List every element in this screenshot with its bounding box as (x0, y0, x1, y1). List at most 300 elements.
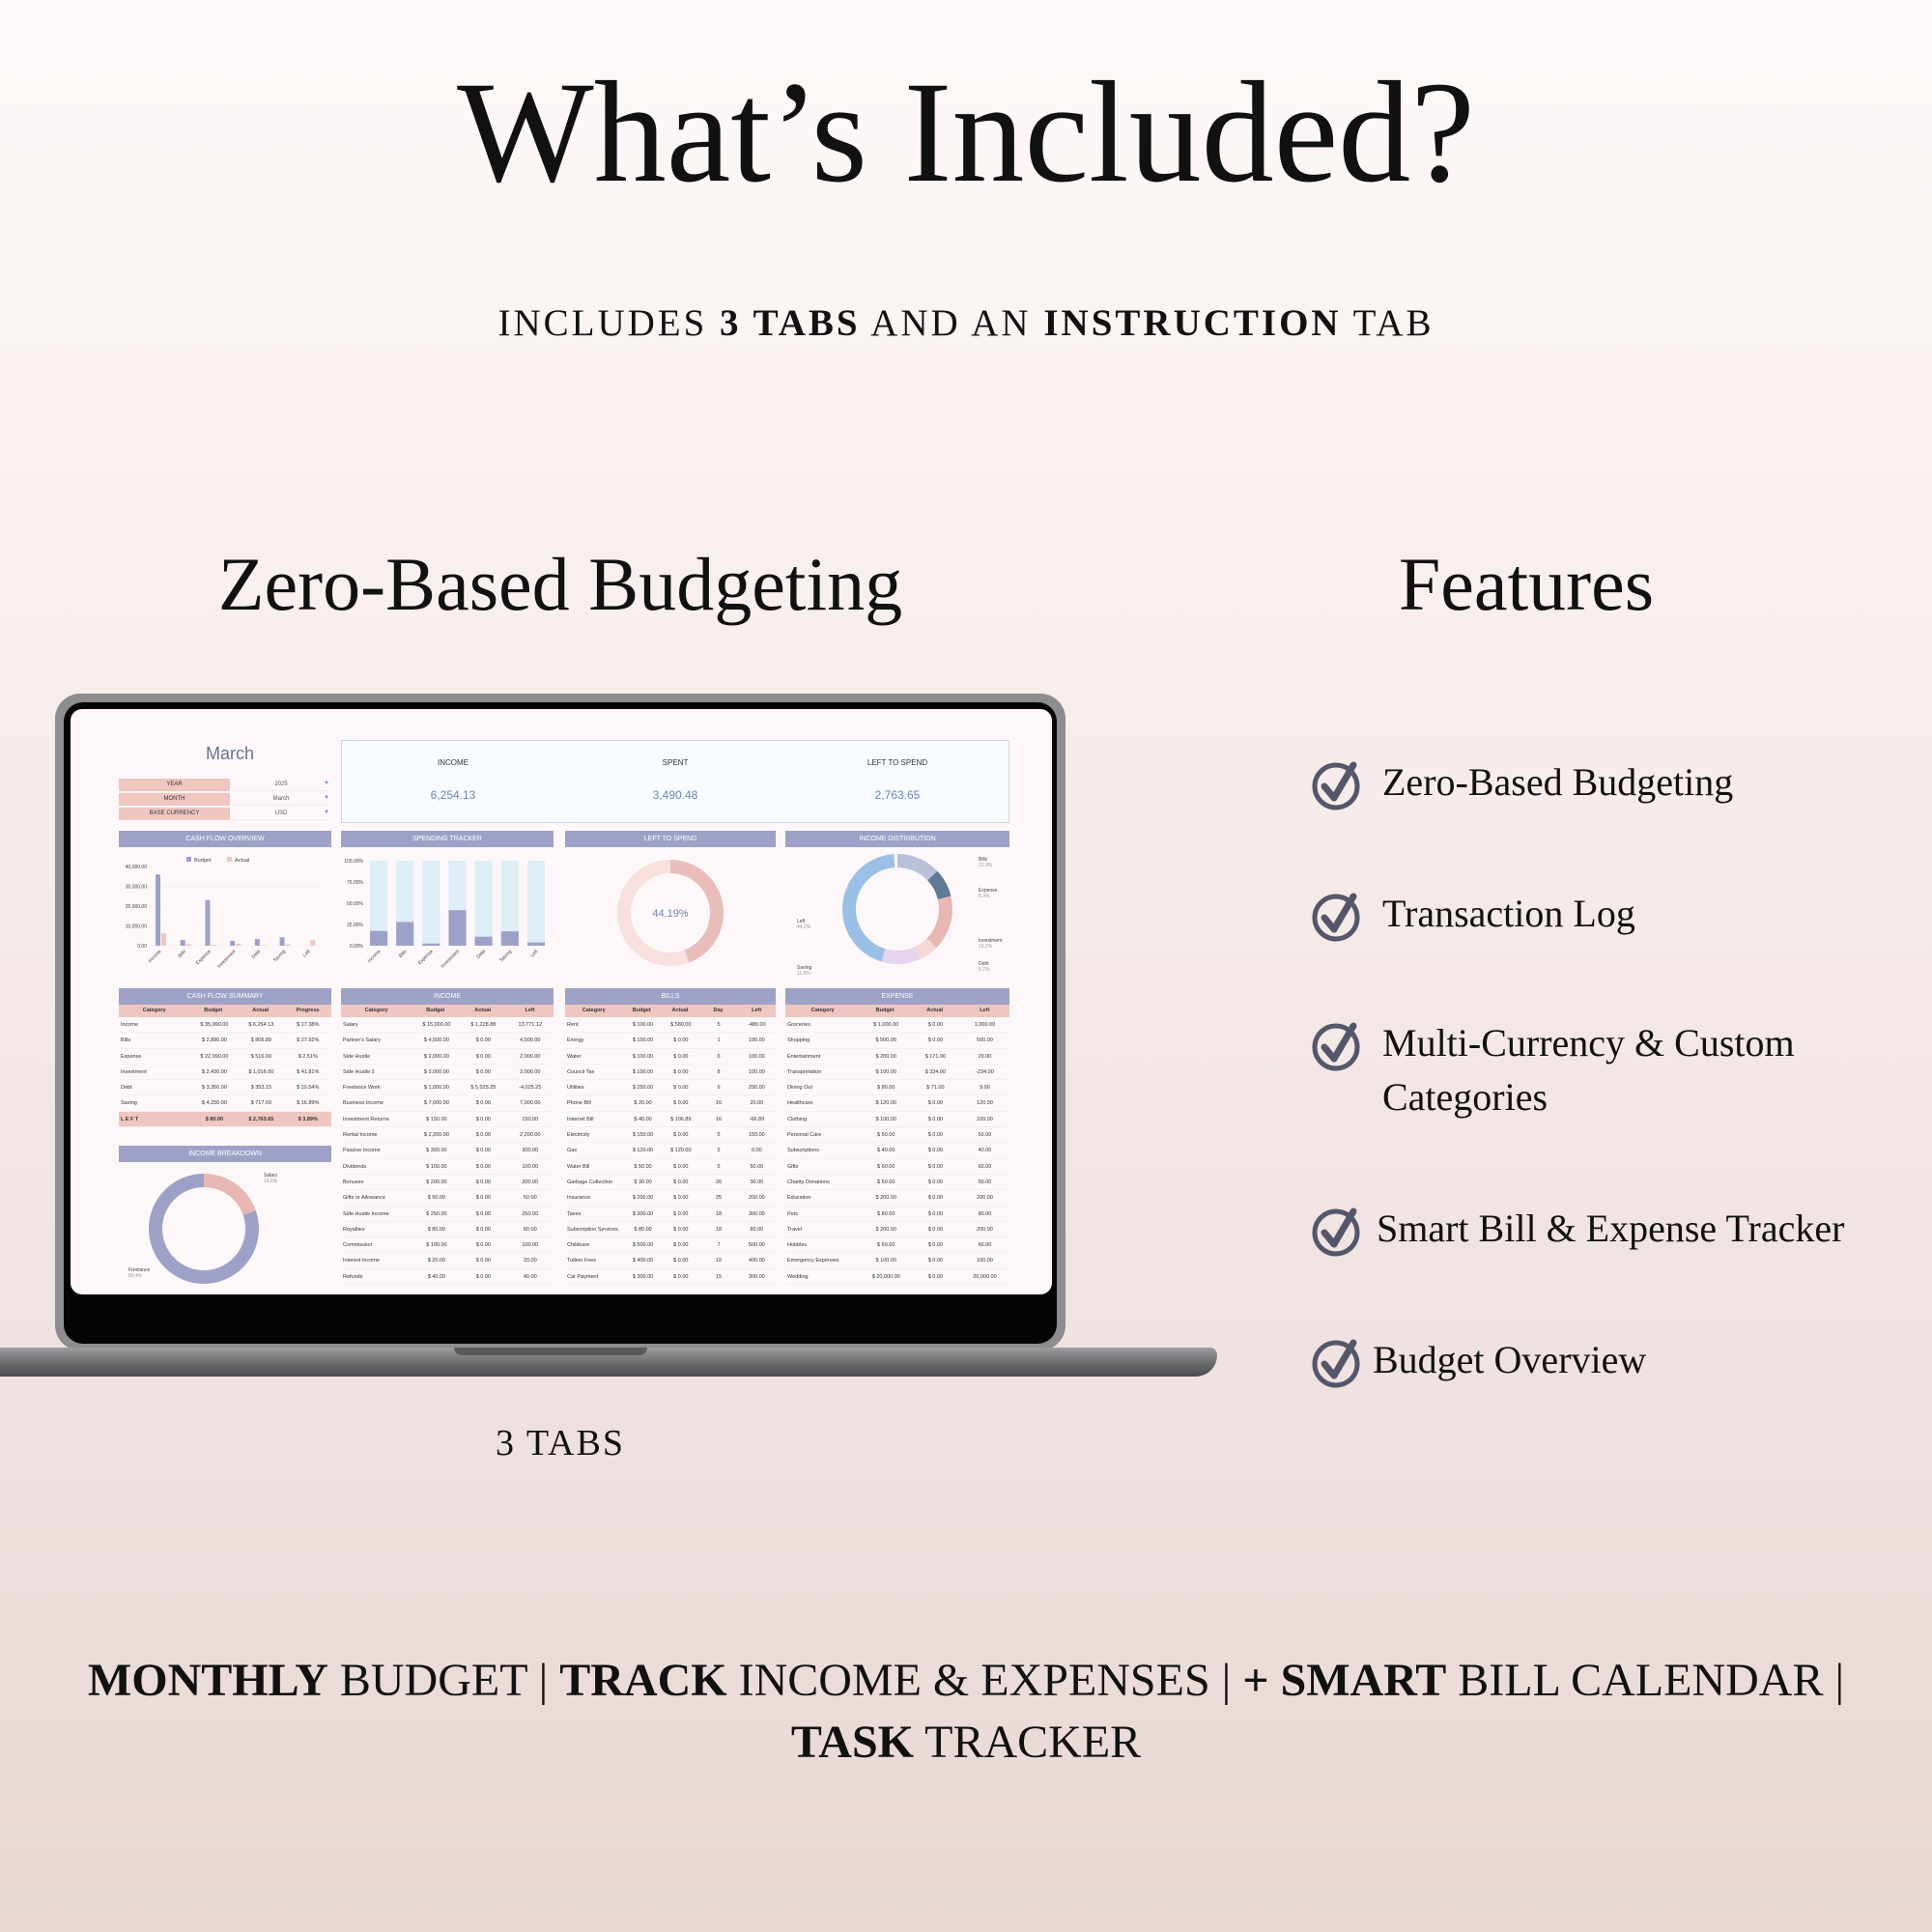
table-cell: 80.00 (750, 1226, 764, 1233)
table-cell: 80.00 (523, 1226, 537, 1233)
table-cell: $ 3,350.00 (201, 1085, 227, 1092)
table-cell: $ 10.54% (297, 1085, 320, 1092)
bar-actual (236, 944, 241, 946)
table-cell: $ 0.00 (927, 1210, 943, 1217)
table-cell: Saving (121, 1100, 137, 1107)
banner-bold: TASK (790, 1717, 914, 1768)
check-circle-icon (1309, 1204, 1363, 1258)
column-header: Actual (474, 1008, 492, 1013)
donut-label-pct: 19.6% (264, 1179, 278, 1184)
table-cell: $ 150.00 (426, 1116, 447, 1122)
table-cell: 5 (717, 1148, 721, 1154)
donut-label-pct: 12.9% (979, 863, 993, 868)
table-row (565, 1237, 776, 1253)
column-header: Category (810, 1008, 835, 1013)
table-cell: $ 0.00 (673, 1068, 689, 1075)
table-cell: Insurance (567, 1195, 591, 1202)
table-cell: Charity Donations (787, 1179, 830, 1185)
kpi-label: INCOME (438, 758, 469, 767)
laptop-notch (454, 1348, 647, 1355)
bar-progress (370, 931, 387, 946)
features-heading: Features (1398, 542, 1655, 626)
income-distribution-donut (785, 849, 1009, 984)
table-cell: 5 (717, 1022, 721, 1028)
bottom-banner (39, 1650, 1893, 1774)
table-row (119, 1065, 331, 1080)
table-cell: $ 0.00 (927, 1179, 943, 1185)
table-row (341, 1237, 554, 1253)
donut-label: Left (797, 919, 806, 924)
left-to-spend-header: LEFT TO SPEND (565, 831, 776, 847)
month-select[interactable]: March (233, 793, 329, 806)
table-cell: $ 100.00 (632, 1068, 654, 1075)
x-tick-label: Saving (271, 949, 287, 964)
column-header: Category (142, 1008, 166, 1013)
table-cell: Groceries (787, 1022, 810, 1028)
bar-background (422, 861, 440, 946)
donut-label-pct: 5.7% (979, 967, 990, 973)
subtitle-instruction: INSTRUCTION (1043, 302, 1342, 344)
table-cell: $ 3,000.00 (423, 1068, 449, 1075)
y-tick-label: 50.00% (347, 901, 363, 907)
table-cell: $ 16.89% (297, 1100, 320, 1107)
table-cell: Gas (567, 1148, 578, 1154)
table-row (119, 1049, 331, 1065)
table-cell: $ 0.00 (927, 1273, 943, 1280)
cash-flow-overview-header: CASH FLOW OVERVIEW (119, 831, 331, 847)
cash-flow-summary-header: CASH FLOW SUMMARY (119, 988, 331, 1005)
table-cell: $ 6,254.13 (248, 1022, 274, 1028)
y-tick-label: 100.00% (344, 859, 363, 865)
kpi-label: SPENT (662, 758, 689, 767)
table-cell: 10 (716, 1258, 723, 1264)
table-cell: Interest Income (343, 1258, 380, 1264)
table-cell: 60.00 (978, 1242, 992, 1249)
table-cell: Emergency Expenses (787, 1258, 839, 1264)
table-cell: $ 40.00 (634, 1116, 652, 1122)
table-cell: $ 50.00 (634, 1163, 652, 1170)
table-cell: Dividends (343, 1163, 367, 1170)
legend-label: Actual (235, 858, 250, 864)
table-cell: 1 (717, 1037, 721, 1044)
table-row (785, 1222, 1009, 1237)
donut-label-pct: 44.2% (797, 924, 811, 930)
table-cell: $ 80.00 (205, 1116, 224, 1122)
table-cell: Rent (567, 1022, 579, 1028)
table-cell: $ 80.00 (877, 1210, 895, 1217)
bar-budget (230, 941, 235, 946)
y-tick-label: 20,000.00 (125, 904, 147, 910)
table-cell: $ 353.15 (250, 1085, 272, 1092)
income-breakdown-header: INCOME BREAKDOWN (119, 1146, 331, 1162)
table-row (119, 1080, 331, 1095)
column-header: Day (713, 1008, 724, 1013)
table-cell: $ 0.00 (673, 1258, 689, 1264)
chevron-down-icon[interactable]: ▼ (324, 795, 329, 801)
bar-progress (396, 922, 413, 946)
banner-bold: TRACK (559, 1655, 727, 1706)
x-tick-label: Saving (498, 949, 514, 964)
bar-actual (161, 933, 166, 946)
table-cell: $ 106.89 (670, 1116, 692, 1122)
table-row (341, 1207, 554, 1222)
table-cell: $ 120.00 (632, 1148, 654, 1154)
table-cell: 2,000.00 (520, 1053, 541, 1060)
bills-table (565, 1005, 776, 1285)
table-cell: 100.00 (522, 1242, 539, 1249)
income-distribution-header: INCOME DISTRIBUTION (785, 831, 1009, 847)
table-cell: $ 300.00 (632, 1273, 654, 1280)
table-cell: 16 (716, 1100, 723, 1107)
banner-text: TRACKER (914, 1717, 1142, 1768)
table-row (565, 1095, 776, 1111)
table-cell: $ 200.00 (875, 1195, 896, 1202)
table-row (341, 1222, 554, 1237)
table-row (341, 1049, 554, 1065)
table-row (565, 1049, 776, 1065)
table-cell: $ 4,250.00 (201, 1100, 227, 1107)
spending-tracker-header: SPENDING TRACKER (341, 831, 554, 847)
table-cell: $ 806.89 (250, 1037, 272, 1044)
x-tick-label: Debt (475, 949, 488, 960)
x-tick-label: Expense (416, 949, 435, 967)
donut-label: Salary (264, 1173, 278, 1179)
table-cell: 20.00 (523, 1258, 537, 1264)
feature-item (1309, 1202, 1844, 1258)
table-cell: $ 0.00 (673, 1210, 689, 1217)
table-cell: $ 5,025.25 (470, 1085, 497, 1092)
table-cell: Energy (567, 1037, 584, 1044)
table-cell: 18 (716, 1210, 723, 1217)
table-cell: 150.00 (522, 1116, 539, 1122)
table-cell: 50.00 (978, 1179, 992, 1185)
table-cell: $ 100.00 (426, 1242, 447, 1249)
feature-item (1309, 1333, 1646, 1389)
table-cell: $ 0.00 (673, 1242, 689, 1249)
table-cell: $ 20.00 (634, 1100, 652, 1107)
table-cell: L E F T (121, 1116, 139, 1122)
table-cell: Electricity (567, 1132, 590, 1139)
bar-background (527, 861, 545, 946)
table-cell: $ 4,500.00 (423, 1037, 449, 1044)
table-cell: Dining Out (787, 1085, 812, 1092)
feature-label: Smart Bill & Expense Tracker (1377, 1207, 1845, 1250)
table-row (785, 1159, 1009, 1175)
donut-center-label: 44.19% (652, 908, 689, 920)
table-row (785, 1175, 1009, 1190)
table-cell: 13,771.12 (518, 1022, 542, 1028)
table-cell: $ 120.00 (875, 1100, 896, 1107)
table-cell: $ 0.00 (927, 1100, 943, 1107)
table-cell: Travel (787, 1226, 803, 1233)
feature-label: Zero-Based Budgeting (1382, 760, 1734, 804)
income-table-header: INCOME (341, 988, 554, 1005)
bar-budget (280, 937, 285, 946)
table-cell: $ 100.00 (426, 1163, 447, 1170)
chevron-down-icon[interactable]: ▼ (324, 810, 329, 815)
table-cell: 80.00 (978, 1210, 992, 1217)
table-cell: $ 0.00 (927, 1163, 943, 1170)
table-cell: $ 7,000.00 (423, 1100, 449, 1107)
table-cell: $ 20.00 (427, 1258, 446, 1264)
table-cell: $ 0.00 (475, 1273, 491, 1280)
table-cell: $ 334.00 (924, 1068, 947, 1075)
table-cell: Side Hustle 2 (343, 1068, 375, 1075)
table-cell: $ 0.00 (673, 1053, 689, 1060)
table-cell: Gifts (787, 1163, 799, 1170)
table-row (565, 1143, 776, 1158)
table-cell: Bills (121, 1037, 131, 1044)
table-cell: 20.00 (750, 1100, 764, 1107)
table-cell: $ 0.00 (927, 1132, 943, 1139)
table-row (565, 1080, 776, 1095)
table-cell: Investment (121, 1068, 147, 1075)
table-cell: Phone Bill (567, 1100, 591, 1107)
table-cell: $ 60.00 (877, 1242, 895, 1249)
table-row (119, 1017, 331, 1033)
kpi-value: 6,254.13 (430, 788, 476, 802)
table-cell: Clothing (787, 1116, 808, 1122)
table-cell: Garbage Collection (567, 1179, 613, 1185)
table-cell: $ 250.00 (632, 1085, 654, 1092)
table-cell: $ 0.00 (927, 1258, 943, 1264)
kpi-left (786, 741, 1009, 802)
y-tick-label: 75.00% (347, 880, 363, 886)
feature-label: Transaction Log (1382, 892, 1635, 935)
table-row (565, 1269, 776, 1285)
donut-label: Expense (979, 888, 998, 894)
table-cell: 200.00 (977, 1226, 993, 1233)
column-header: Actual (252, 1008, 270, 1013)
banner-bold: + SMART (1242, 1655, 1447, 1706)
column-header: Actual (671, 1008, 689, 1013)
table-cell: $ 300.00 (426, 1148, 447, 1154)
table-row (785, 1143, 1009, 1158)
donut-label-pct: 11.5% (797, 971, 810, 977)
x-tick-label: Income (366, 949, 383, 965)
table-cell: 100.00 (748, 1053, 765, 1060)
bar-progress (448, 910, 466, 946)
table-cell: 40.00 (978, 1148, 992, 1154)
donut-label: Bills (979, 857, 988, 863)
table-cell: 200.00 (977, 1195, 993, 1202)
subtitle-part: AND AN (860, 302, 1044, 344)
table-row (565, 1253, 776, 1268)
table-cell: $ 150.00 (632, 1132, 654, 1139)
table-cell: 29.00 (978, 1053, 992, 1060)
feature-item (1309, 755, 1733, 811)
table-cell: $ 0.00 (927, 1116, 943, 1122)
table-row (341, 1127, 554, 1143)
table-row (565, 1033, 776, 1048)
feature-item (1309, 1016, 1795, 1124)
table-cell: $ 0.00 (673, 1273, 689, 1280)
check-circle-icon (1309, 757, 1363, 811)
table-cell: $ 2,890.00 (201, 1037, 227, 1044)
table-cell: $ 40.00 (877, 1148, 895, 1154)
table-cell: Healthcare (787, 1100, 813, 1107)
table-cell: $ 0.00 (475, 1037, 491, 1044)
table-cell: Business Income (343, 1100, 384, 1107)
table-header-row (341, 1005, 554, 1017)
table-cell: 50.00 (523, 1195, 537, 1202)
table-cell: 300.00 (748, 1210, 765, 1217)
cash-flow-overview-chart (119, 849, 331, 984)
table-cell: Refunds (343, 1273, 363, 1280)
table-cell: Tuition Fees (567, 1258, 597, 1264)
x-tick-label: Left (301, 949, 312, 959)
banner-text: INCOME & EXPENSES | (726, 1655, 1243, 1706)
table-cell: -480.00 (748, 1022, 766, 1028)
table-cell: 50.00 (750, 1163, 764, 1170)
table-cell: $ 100.00 (875, 1258, 896, 1264)
legend-swatch (186, 857, 191, 862)
table-cell: $ 200.00 (875, 1053, 896, 1060)
table-cell: Side Hustle Income (343, 1210, 389, 1217)
table-cell: $ 22,990.00 (200, 1053, 229, 1060)
table-cell: $ 0.00 (927, 1148, 943, 1154)
legend-label: Budget (194, 858, 212, 864)
table-row (785, 1049, 1009, 1065)
column-header: Left (752, 1008, 762, 1013)
table-cell: $ 516.00 (250, 1053, 272, 1060)
table-cell: 7,000.00 (520, 1100, 541, 1107)
table-cell: 5 (717, 1163, 721, 1170)
table-row (565, 1159, 776, 1175)
x-tick-label: Investment (216, 949, 238, 970)
table-cell: Commission (343, 1242, 373, 1249)
bar-actual (286, 944, 291, 946)
banner-text: BUDGET | (327, 1655, 560, 1706)
table-cell: $ 200.00 (632, 1195, 654, 1202)
table-header-row (785, 1005, 1009, 1017)
table-cell: $ 1,000.00 (423, 1085, 449, 1092)
table-row (785, 1127, 1009, 1143)
table-cell: 400.00 (748, 1258, 765, 1264)
kpi-label: LEFT TO SPEND (867, 758, 928, 767)
table-row (341, 1175, 554, 1190)
table-cell: Investment Returns (343, 1116, 389, 1122)
table-row (565, 1207, 776, 1222)
x-tick-label: Investment (440, 949, 461, 970)
table-cell: $ 0.00 (475, 1116, 491, 1122)
table-cell: Salary (343, 1022, 358, 1028)
chevron-down-icon[interactable]: ▼ (324, 781, 329, 786)
table-cell: $ 0.00 (475, 1258, 491, 1264)
table-cell: Wedding (787, 1273, 809, 1280)
spending-tracker-chart (341, 849, 554, 984)
donut-label: Freelance (128, 1267, 151, 1273)
table-cell: Childcare (567, 1242, 590, 1249)
table-cell: $ 17.38% (297, 1022, 320, 1028)
feature-label-line: Multi-Currency & Custom (1382, 1021, 1795, 1065)
income-breakdown-donut (119, 1165, 331, 1291)
table-row (119, 1033, 331, 1048)
table-cell: Car Payment (567, 1273, 599, 1280)
table-row (341, 1143, 554, 1158)
table-cell: $ 2,430.00 (201, 1068, 227, 1075)
table-cell: 100.00 (522, 1163, 539, 1170)
table-cell: $ 0.00 (475, 1242, 491, 1249)
table-cell: $ 250.00 (426, 1210, 447, 1217)
table-cell: $ 0.00 (673, 1100, 689, 1107)
table-cell: 250.00 (748, 1085, 765, 1092)
column-header: Left (980, 1008, 990, 1013)
x-tick-label: Income (147, 949, 163, 965)
table-cell: $ 100.00 (875, 1068, 896, 1075)
table-cell: $ 400.00 (632, 1258, 654, 1264)
table-row (785, 1080, 1009, 1095)
y-tick-label: 40,000.00 (125, 865, 147, 870)
year-select[interactable]: 2025 (233, 779, 329, 791)
table-cell: $ 3.89% (298, 1116, 318, 1122)
table-cell: $ 200.00 (426, 1179, 447, 1185)
table-cell: $ 15,000.00 (422, 1022, 451, 1028)
table-cell: 16 (716, 1116, 723, 1122)
table-cell: $ 0.00 (475, 1053, 491, 1060)
table-cell: 4,500.00 (520, 1037, 541, 1044)
table-cell: Partner's Salary (343, 1037, 381, 1044)
check-circle-icon (1309, 1018, 1363, 1072)
table-row (785, 1237, 1009, 1253)
currency-select[interactable]: USD (233, 808, 329, 820)
table-cell: 15 (716, 1273, 723, 1280)
table-row (341, 1095, 554, 1111)
table-cell: $ 50.00 (877, 1132, 895, 1139)
table-cell: $ 2,000.00 (423, 1053, 449, 1060)
bar-progress (501, 931, 519, 946)
table-cell: $ 100.00 (632, 1053, 654, 1060)
donut-label: Investment (979, 938, 1003, 944)
table-cell: Income (121, 1022, 139, 1028)
x-tick-label: Left (529, 949, 540, 959)
table-cell: $ 300.00 (632, 1210, 654, 1217)
table-row (785, 1095, 1009, 1111)
table-cell: $ 0.00 (673, 1085, 689, 1092)
table-cell: 300.00 (522, 1148, 539, 1154)
table-cell: 9.00 (980, 1085, 990, 1092)
table-cell: $ 80.00 (634, 1226, 652, 1233)
table-row (341, 1269, 554, 1285)
table-cell: $ 200.00 (875, 1226, 896, 1233)
table-cell: Water (567, 1053, 582, 1060)
page-title: What’s Included? (457, 52, 1475, 213)
table-cell: $ 1,228.88 (470, 1022, 497, 1028)
table-cell: 500.00 (748, 1242, 765, 1249)
table-row (119, 1095, 331, 1111)
table-cell: $ 0.00 (475, 1132, 491, 1139)
bar-progress (422, 944, 440, 946)
y-tick-label: 0.00 (137, 944, 147, 950)
kpi-panel (341, 740, 1009, 823)
column-header: Category (364, 1008, 388, 1013)
table-cell: 25 (716, 1195, 723, 1202)
bar-progress (527, 943, 545, 946)
table-cell: 18 (716, 1226, 723, 1233)
table-cell: $ 2,763.65 (248, 1116, 274, 1122)
y-tick-label: 30,000.00 (125, 884, 147, 891)
expense-table (785, 1005, 1009, 1285)
control-label: YEAR (119, 779, 230, 791)
table-cell: Bonuses (343, 1179, 364, 1185)
table-cell: Rental Income (343, 1132, 378, 1139)
table-row (565, 1222, 776, 1237)
table-cell: 50.00 (978, 1132, 992, 1139)
table-cell: Subscriptions (787, 1148, 820, 1154)
table-cell: $ 80.00 (877, 1085, 895, 1092)
table-row (565, 1127, 776, 1143)
table-row (785, 1190, 1009, 1206)
